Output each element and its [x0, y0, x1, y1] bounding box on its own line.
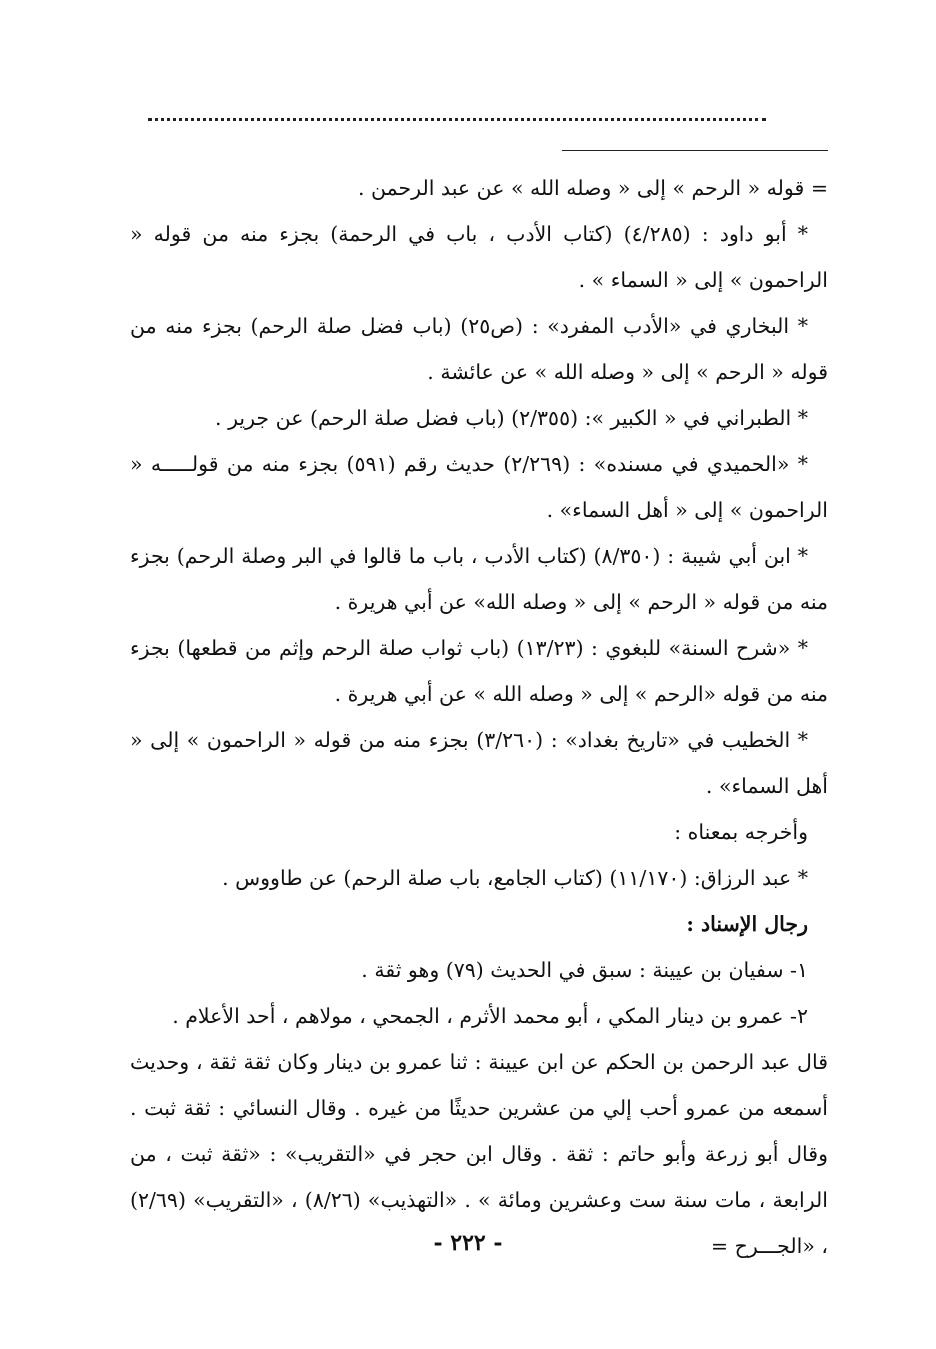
narrator-details: قال عبد الرحمن بن الحكم عن ابن عيينة : ثنا عمرو بن دينار وكان ثقة ثقة ، وحديث أسمعه من عمرو أحب إلي من عشرين حديثًا من غيره . وقال النسائي : ثقة ثبت . وقال أبو زرعة وأبو حاتم : ثقة . وقال ابن حجر في «التقريب» : «ثقة ثبت ، من الرابعة ، مات سنة ست وعشرين ومائة » . «التهذيب» (٨/٢٦) ، «التقريب» (٢/٦٩) ، «الجـــرح =	[130, 1050, 828, 1258]
footnote-paragraph: * البخاري في «الأدب المفرد» : (ص٢٥) (باب فضل صلة الرحم) بجزء منه من قوله « الرحم » إلى « وصله الله » عن عائشة .	[130, 314, 828, 384]
page-number: - ٢٢٢ -	[433, 1230, 503, 1256]
footnote-paragraph: * «الحميدي في مسنده» : (٢/٢٦٩) حديث رقم (٥٩١) بجزء منه من قولـــــه « الراحمون » إلى « أهل السماء» .	[130, 452, 828, 522]
narrator-entry: ١- سفيان بن عيينة : سبق في الحديث (٧٩) وهو ثقة .	[361, 958, 808, 982]
footnote-paragraph: * ابن أبي شيبة : (٨/٣٥٠) (كتاب الأدب ، باب ما قالوا في البر وصلة الرحم) بجزء منه من قوله « الرحم » إلى « وصله الله» عن أبي هريرة .	[130, 544, 828, 614]
footnote-paragraph: = قوله « الرحم » إلى « وصله الله » عن عبد الرحمن .	[358, 176, 828, 200]
footnote-paragraph: * «شرح السنة» للبغوي : (١٣/٢٣) (باب ثواب صلة الرحم وإثم من قطعها) بجزء منه من قوله «الرحم » إلى « وصله الله » عن أبي هريرة .	[130, 636, 828, 706]
footnote-paragraph: * عبد الرزاق: (١١/١٧٠) (كتاب الجامع، باب صلة الرحم) عن طاووس .	[222, 866, 808, 890]
footnote-paragraph: * الخطيب في «تاريخ بغداد» : (٣/٢٦٠) بجزء منه من قوله « الراحمون » إلى « أهل السماء» .	[130, 728, 828, 798]
footnote-paragraph: * الطبراني في « الكبير »: (٢/٣٥٥) (باب فضل صلة الرحم) عن جرير .	[215, 406, 808, 430]
footnote-separator	[562, 150, 828, 151]
section-heading: رجال الإسناد :	[686, 912, 808, 936]
dotted-separator	[148, 118, 766, 121]
footnote-paragraph: * أبو داود : (٤/٢٨٥) (كتاب الأدب ، باب في الرحمة) بجزء منه من قوله « الراحمون » إلى « السماء » .	[130, 222, 828, 292]
footnotes-text	[130, 165, 828, 1269]
footnote-paragraph: وأخرجه بمعناه :	[674, 820, 808, 844]
narrator-entry: ٢- عمرو بن دينار المكي ، أبو محمد الأثرم ، الجمحي ، مولاهم ، أحد الأعلام .	[172, 1004, 808, 1028]
